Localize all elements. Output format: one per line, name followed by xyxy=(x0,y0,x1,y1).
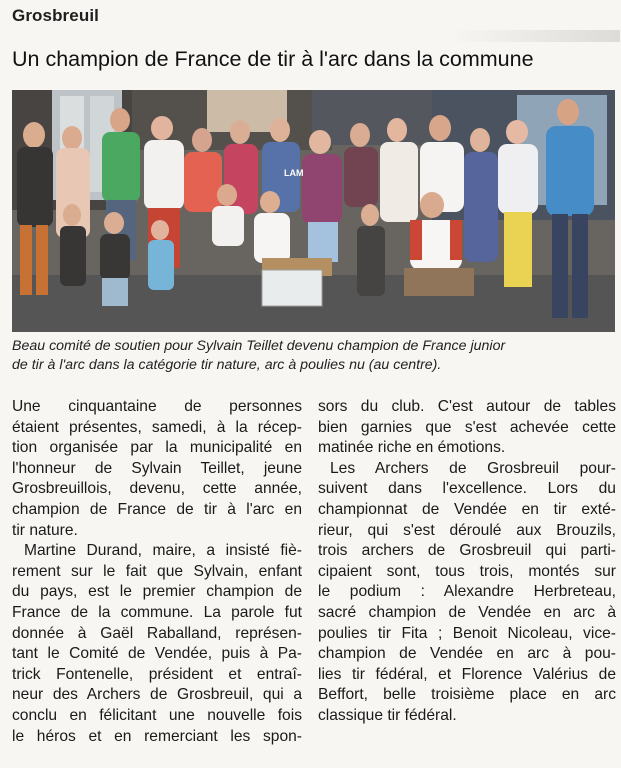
text-line: tir nature. xyxy=(12,521,78,539)
text-line: tion organisée par la municipalité en xyxy=(12,439,302,457)
article-headline: Un champion de France de tir à l'arc dans la commune xyxy=(12,47,534,71)
text-line: le héros et en remerciant les spon- xyxy=(12,727,302,745)
text-line: Martine Durand, maire, a insisté fiè- xyxy=(24,542,302,560)
text-line: l'honneur de Sylvain Teillet, jeune xyxy=(12,459,302,477)
caption-line: Beau comité de soutien pour Sylvain Teillet devenu champion de France junior xyxy=(12,338,506,354)
text-line: Les Archers de Grosbreuil pour- xyxy=(330,459,616,477)
text-line: donnée à Gaël Raballand, représen- xyxy=(12,624,302,642)
caption-line: de tir à l'arc dans la catégorie tir nature, arc à poulies nu (au centre). xyxy=(12,357,442,373)
text-line: Beffort, belle troisième place en arc xyxy=(318,686,616,704)
text-line: championnat de Vendée en tir exté- xyxy=(318,500,616,518)
text-line: trois archers de Grosbreuil qui parti- xyxy=(318,542,616,560)
group-photo-illustration xyxy=(12,90,615,332)
text-line: tant le Comité de Vendée, puis à Pa- xyxy=(12,645,302,663)
text-line: poulies tir Fita ; Benoit Nicoleau, vice- xyxy=(318,624,616,642)
text-line: classique tir fédéral. xyxy=(318,706,457,724)
text-line: sors du club. C'est autour de tables xyxy=(318,398,616,415)
bleed-through-text xyxy=(450,30,620,42)
text-line: Une cinquantaine de personnes xyxy=(12,398,302,415)
text-line: champion de Vendée en arc à pou- xyxy=(318,645,616,663)
text-line: le podium : Alexandre Herbreteau, xyxy=(318,583,616,601)
text-line: cipaient sont, tous trois, montés sur xyxy=(318,562,616,580)
text-line: du pays, est le premier champion de xyxy=(12,583,302,601)
text-line: matinée riche en émotions. xyxy=(318,439,506,457)
text-line: sacré champion de Vendée en arc à xyxy=(318,603,616,621)
article-column-left xyxy=(12,397,302,747)
text-line: étaient présentes, samedi, à la récep- xyxy=(12,418,302,436)
text-line: champion de France de tir à l'arc en xyxy=(12,500,302,518)
text-line: Grosbreuillois, devenu, cette année, xyxy=(12,480,302,498)
text-line: bien garnies que s'est achevée cette xyxy=(318,418,616,436)
text-line: lies tir fédéral, et Florence Valérius de xyxy=(318,665,616,683)
text-line: rieur, qui s'est déroulé aux Brouzils, xyxy=(318,521,616,539)
text-line: neur des Archers de Grosbreuil, qui a xyxy=(12,686,302,704)
text-line: rement sur le fait que Sylvain, enfant xyxy=(12,562,302,580)
photo-caption xyxy=(12,337,617,375)
article-column-right xyxy=(318,397,616,727)
text-line: conclu en félicitant une nouvelle fois xyxy=(12,706,302,724)
text-line: trick Fontenelle, président et entraî- xyxy=(12,665,302,683)
group-photo xyxy=(12,90,615,332)
text-line: suivent dans l'excellence. Lors du xyxy=(318,480,616,498)
section-label: Grosbreuil xyxy=(12,6,99,25)
text-line: France de la commune. La parole fut xyxy=(12,603,302,621)
